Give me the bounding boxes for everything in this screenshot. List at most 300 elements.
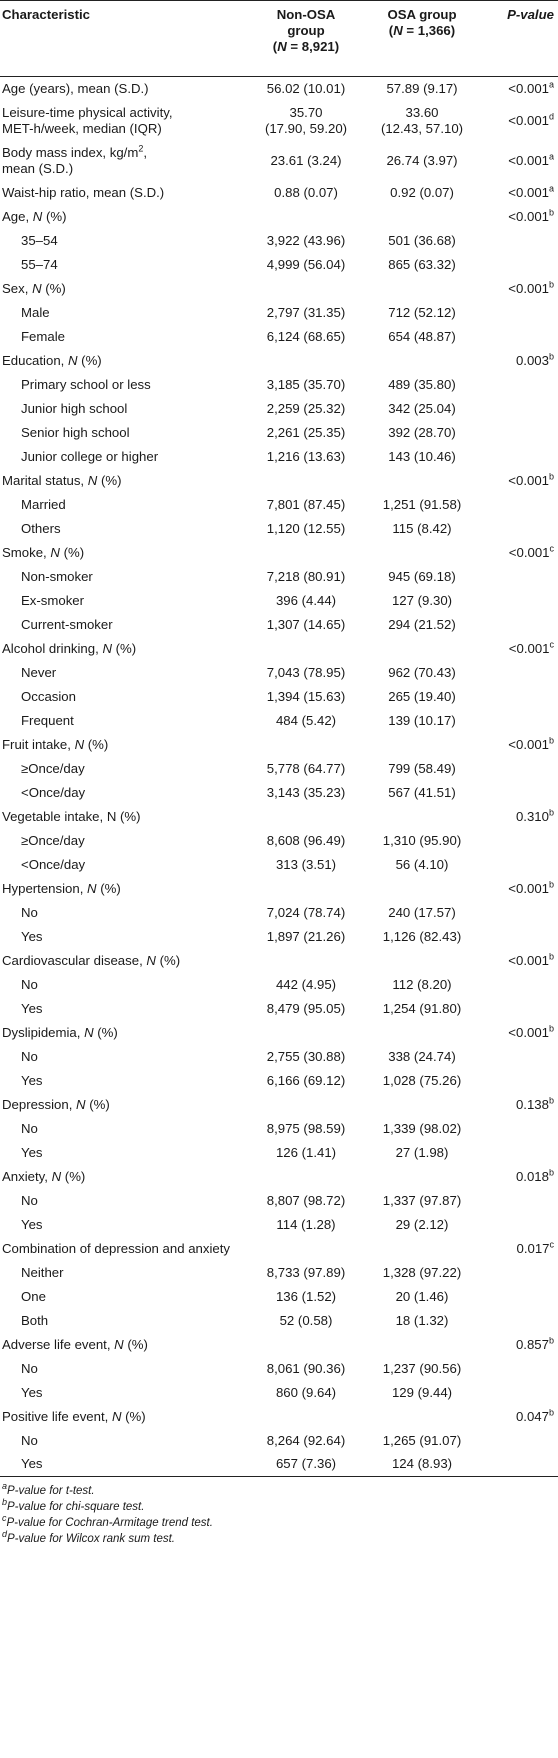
- cell-p-value: [478, 397, 558, 421]
- row-label: Age, N (%): [2, 208, 67, 224]
- cell-p-value: <0.001$^b$: [508, 879, 554, 896]
- table-row: [0, 373, 558, 397]
- table-row: [0, 709, 558, 733]
- row-label: Senior high school: [21, 424, 130, 440]
- cell-p-value: 0.003$^b$: [515, 351, 554, 368]
- row-label: Fruit intake, N (%): [2, 736, 109, 752]
- row-label: Body mass index, $kg/m^2$, mean (S.D.): [2, 143, 148, 176]
- cell-osa: 962 (70.43): [388, 664, 456, 680]
- cell-osa: 342 (25.04): [388, 400, 456, 416]
- table-row: [0, 1117, 558, 1141]
- cell-p-value: [478, 253, 558, 277]
- cell-osa: 127 (9.30): [391, 592, 453, 608]
- cell-osa: 567 (41.51): [388, 784, 456, 800]
- row-label: Sex, N (%): [2, 280, 66, 296]
- header-non-osa: [246, 1, 366, 77]
- row-label: 35–54: [21, 232, 58, 248]
- cell-non-osa: [246, 1021, 366, 1045]
- row-label: Cardiovascular disease, N (%): [2, 952, 181, 968]
- cell-non-osa: 442 (4.95): [275, 976, 337, 992]
- table-row: [0, 685, 558, 709]
- cell-osa: [366, 1093, 478, 1117]
- row-label: Yes: [21, 928, 43, 944]
- footnote: $^a$P-value for t-test.: [2, 1481, 95, 1497]
- cell-osa: 27 (1.98): [395, 1144, 449, 1160]
- cell-osa: [366, 349, 478, 373]
- row-label: Positive life event, N (%): [2, 1408, 146, 1424]
- cell-osa: [366, 469, 478, 493]
- cell-osa: 240 (17.57): [388, 904, 456, 920]
- cell-osa: [366, 1237, 478, 1261]
- cell-p-value: [478, 1141, 558, 1165]
- cell-non-osa: 8,975 (98.59): [266, 1120, 346, 1136]
- cell-non-osa: 23.61 (3.24): [270, 152, 342, 168]
- cell-p-value: [478, 325, 558, 349]
- cell-non-osa: 3,922 (43.96): [266, 232, 346, 248]
- cell-non-osa: 6,124 (68.65): [266, 328, 346, 344]
- cell-non-osa: 2,797 (31.35): [266, 304, 346, 320]
- cell-osa: [366, 877, 478, 901]
- table-row: [0, 1357, 558, 1381]
- row-label: <Once/day: [21, 784, 86, 800]
- row-label: Others: [21, 520, 61, 536]
- cell-non-osa: 313 (3.51): [275, 856, 337, 872]
- table-row: [0, 1141, 558, 1165]
- cell-p-value: <0.001$^a$: [508, 183, 554, 200]
- header-characteristic: Characteristic: [0, 1, 246, 77]
- cell-osa: [366, 1165, 478, 1189]
- cell-p-value: [478, 853, 558, 877]
- cell-p-value: [478, 973, 558, 997]
- row-label: No: [21, 1120, 38, 1136]
- row-label: Anxiety, N (%): [2, 1168, 86, 1184]
- table-row: [0, 445, 558, 469]
- cell-osa: 129 (9.44): [391, 1384, 453, 1400]
- row-label: No: [21, 904, 38, 920]
- cell-osa: 945 (69.18): [388, 568, 456, 584]
- cell-non-osa: 2,755 (30.88): [266, 1048, 346, 1064]
- cell-non-osa: 1,897 (21.26): [266, 928, 346, 944]
- table-row: [0, 1045, 558, 1069]
- cell-non-osa: [246, 1333, 366, 1357]
- table-row: [0, 541, 558, 565]
- cell-osa: 865 (63.32): [388, 256, 456, 272]
- table-row: [0, 1213, 558, 1237]
- table-row: [0, 637, 558, 661]
- table-row: [0, 1333, 558, 1357]
- cell-p-value: 0.047$^b$: [515, 1407, 554, 1424]
- cell-p-value: <0.001$^b$: [508, 951, 554, 968]
- cell-osa: [366, 1405, 478, 1429]
- cell-non-osa: [246, 1165, 366, 1189]
- row-label: ≥Once/day: [21, 760, 85, 776]
- header-osa-n: (N = 1,366): [388, 23, 456, 38]
- cell-p-value: [478, 709, 558, 733]
- cell-p-value: [478, 1189, 558, 1213]
- cell-osa: 338 (24.74): [388, 1048, 456, 1064]
- row-label: Vegetable intake, N (%): [2, 808, 141, 824]
- cell-osa: 392 (28.70): [388, 424, 456, 440]
- table-row: [0, 733, 558, 757]
- row-label: Smoke, N (%): [2, 544, 85, 560]
- row-label: Current-smoker: [21, 616, 113, 632]
- table-row: [0, 181, 558, 205]
- cell-non-osa: 860 (9.64): [275, 1384, 337, 1400]
- cell-p-value: [478, 1309, 558, 1333]
- cell-p-value: [478, 1381, 558, 1405]
- cell-p-value: [478, 445, 558, 469]
- cell-p-value: <0.001$^d$: [508, 111, 554, 128]
- table-body: [0, 77, 558, 1477]
- table-row: [0, 229, 558, 253]
- cell-non-osa: [246, 877, 366, 901]
- cell-osa: [366, 733, 478, 757]
- cell-osa: 1,339 (98.02): [382, 1120, 462, 1136]
- cell-osa: 112 (8.20): [392, 976, 452, 992]
- cell-p-value: [478, 1429, 558, 1453]
- cell-p-value: <0.001$^a$: [508, 79, 554, 96]
- row-label: Married: [21, 496, 66, 512]
- cell-p-value: <0.001$^b$: [508, 1023, 554, 1040]
- cell-p-value: [478, 829, 558, 853]
- table-row: [0, 325, 558, 349]
- cell-p-value: 0.018$^b$: [515, 1167, 554, 1184]
- cell-p-value: [478, 229, 558, 253]
- cell-non-osa: 657 (7.36): [246, 1453, 366, 1477]
- cell-non-osa: 6,166 (69.12): [266, 1072, 346, 1088]
- footnote: $^b$P-value for chi-square test.: [2, 1497, 145, 1513]
- cell-p-value: [478, 661, 558, 685]
- row-label: No: [21, 1192, 38, 1208]
- cell-p-value: [478, 589, 558, 613]
- table-row: [0, 805, 558, 829]
- table-row: [0, 253, 558, 277]
- cell-non-osa: 1,394 (15.63): [266, 688, 346, 704]
- cell-osa: 294 (21.52): [388, 616, 456, 632]
- cell-non-osa: 0.88 (0.07): [274, 184, 338, 200]
- cell-osa: 1,237 (90.56): [382, 1360, 462, 1376]
- table-row: [0, 1189, 558, 1213]
- table-row: [0, 141, 558, 181]
- cell-non-osa: 7,043 (78.95): [266, 664, 346, 680]
- cell-osa: 501 (36.68): [388, 232, 456, 248]
- table-row: [0, 1021, 558, 1045]
- table-row: [0, 1429, 558, 1453]
- cell-p-value: 0.857$^b$: [515, 1335, 554, 1352]
- cell-p-value: [478, 757, 558, 781]
- cell-osa: 26.74 (3.97): [386, 152, 458, 168]
- table-row: [0, 829, 558, 853]
- row-label: <Once/day: [21, 856, 86, 872]
- table-row: [0, 1285, 558, 1309]
- row-label: Combination of depression and anxiety: [2, 1240, 230, 1256]
- row-label: Male: [21, 304, 50, 320]
- cell-non-osa: [246, 541, 366, 565]
- row-label: Occasion: [21, 688, 76, 704]
- cell-non-osa: [246, 349, 366, 373]
- table-row: [0, 757, 558, 781]
- cell-osa: [366, 805, 478, 829]
- cell-osa: 56 (4.10): [395, 856, 449, 872]
- row-label: Adverse life event, N (%): [2, 1336, 148, 1352]
- cell-p-value: [478, 1117, 558, 1141]
- cell-non-osa: 8,061 (90.36): [266, 1360, 346, 1376]
- cell-non-osa: 7,218 (80.91): [266, 568, 346, 584]
- table-row: [0, 1093, 558, 1117]
- cell-p-value: [478, 925, 558, 949]
- cell-osa: 143 (10.46): [388, 448, 456, 464]
- cell-non-osa: [246, 1093, 366, 1117]
- cell-p-value: [478, 421, 558, 445]
- cell-non-osa: 2,259 (25.32): [266, 400, 346, 416]
- row-label: No: [21, 1360, 38, 1376]
- table-row: [0, 1381, 558, 1405]
- cell-non-osa: 1,216 (13.63): [266, 448, 346, 464]
- row-label: Depression, N (%): [2, 1096, 110, 1112]
- header-non-osa-n: (N = 8,921): [272, 39, 340, 54]
- cell-p-value: [478, 1357, 558, 1381]
- cell-osa: 115 (8.42): [392, 520, 452, 536]
- row-label: Junior high school: [21, 400, 128, 416]
- cell-osa: [366, 205, 478, 229]
- cell-p-value: <0.001$^b$: [508, 735, 554, 752]
- cell-p-value: 0.310$^b$: [515, 807, 554, 824]
- table-row: [0, 877, 558, 901]
- cell-p-value: <0.001$^c$: [508, 639, 554, 656]
- cell-osa: 1,328 (97.22): [382, 1264, 462, 1280]
- row-label: Age (years), mean (S.D.): [2, 80, 149, 96]
- cell-osa: 139 (10.17): [388, 712, 456, 728]
- row-label: Yes: [21, 1384, 43, 1400]
- cell-non-osa: 2,261 (25.35): [266, 424, 346, 440]
- cell-non-osa: [246, 205, 366, 229]
- cell-osa: [366, 541, 478, 565]
- cell-osa: 1,265 (91.07): [382, 1432, 462, 1448]
- table-row: [0, 1165, 558, 1189]
- cell-non-osa: 114 (1.28): [276, 1216, 336, 1232]
- cell-non-osa: 7,024 (78.74): [266, 904, 346, 920]
- cell-osa: 1,251 (91.58): [382, 496, 462, 512]
- table-row: [0, 973, 558, 997]
- cell-non-osa: 396 (4.44): [275, 592, 337, 608]
- row-label: Never: [21, 664, 57, 680]
- row-label: Marital status, N (%): [2, 472, 122, 488]
- row-label: Yes: [21, 1144, 43, 1160]
- cell-non-osa: 8,733 (97.89): [266, 1264, 346, 1280]
- table-row: [0, 565, 558, 589]
- cell-p-value: <0.001$^b$: [508, 279, 554, 296]
- row-label: Yes: [0, 1453, 246, 1477]
- cell-osa: [366, 277, 478, 301]
- cell-osa: 1,254 (91.80): [382, 1000, 462, 1016]
- cell-non-osa: [246, 949, 366, 973]
- cell-p-value: <0.001$^b$: [508, 471, 554, 488]
- cell-non-osa: 35.70 (17.90, 59.20): [264, 104, 348, 136]
- cell-p-value: [478, 301, 558, 325]
- table-row: [0, 517, 558, 541]
- cell-p-value: [478, 1213, 558, 1237]
- table-row: [0, 301, 558, 325]
- row-label: One: [21, 1288, 46, 1304]
- table-row: [0, 1261, 558, 1285]
- row-label: Education, N (%): [2, 352, 102, 368]
- table-row: [0, 1405, 558, 1429]
- cell-p-value: [478, 685, 558, 709]
- table-row: [0, 1237, 558, 1261]
- cell-p-value: [478, 565, 558, 589]
- cell-osa: 0.92 (0.07): [390, 184, 454, 200]
- cell-p-value: [478, 901, 558, 925]
- cell-non-osa: 484 (5.42): [275, 712, 337, 728]
- cell-non-osa: [246, 637, 366, 661]
- cell-non-osa: [246, 1405, 366, 1429]
- cell-osa: 265 (19.40): [388, 688, 456, 704]
- cell-non-osa: 4,999 (56.04): [266, 256, 346, 272]
- row-label: No: [21, 1432, 38, 1448]
- cell-osa: 489 (35.80): [388, 376, 456, 392]
- table-row: [0, 949, 558, 973]
- cell-non-osa: 126 (1.41): [275, 1144, 337, 1160]
- table-row: [0, 613, 558, 637]
- cell-osa: 124 (8.93): [366, 1453, 478, 1477]
- table-row: [0, 77, 558, 101]
- row-label: Frequent: [21, 712, 74, 728]
- cell-osa: [366, 637, 478, 661]
- row-label: Neither: [21, 1264, 64, 1280]
- row-label: Waist-hip ratio, mean (S.D.): [2, 184, 165, 200]
- cell-non-osa: 3,185 (35.70): [266, 376, 346, 392]
- cell-osa: 29 (2.12): [395, 1216, 449, 1232]
- row-label: No: [21, 976, 38, 992]
- table-row: [0, 925, 558, 949]
- row-label: Primary school or less: [21, 376, 151, 392]
- row-label: Female: [21, 328, 65, 344]
- cell-osa: 1,310 (95.90): [382, 832, 462, 848]
- cell-non-osa: 136 (1.52): [275, 1288, 337, 1304]
- row-label: Junior college or higher: [21, 448, 159, 464]
- cell-p-value: <0.001$^c$: [508, 543, 554, 560]
- row-label: No: [21, 1048, 38, 1064]
- table-header: [0, 1, 558, 77]
- table-row: [0, 589, 558, 613]
- cell-non-osa: 56.02 (10.01): [266, 80, 346, 96]
- cell-osa: 799 (58.49): [388, 760, 456, 776]
- cell-osa: 1,028 (75.26): [382, 1072, 462, 1088]
- cell-non-osa: 8,608 (96.49): [266, 832, 346, 848]
- cell-p-value: [478, 997, 558, 1021]
- cell-non-osa: [246, 805, 366, 829]
- cell-osa: [366, 949, 478, 973]
- cell-osa: 654 (48.87): [388, 328, 456, 344]
- header-p-value: P-value: [478, 1, 558, 77]
- row-label: ≥Once/day: [21, 832, 85, 848]
- table-row: [0, 661, 558, 685]
- cell-non-osa: 52 (0.58): [279, 1312, 333, 1328]
- row-label: Yes: [21, 1000, 43, 1016]
- footnote: $^c$P-value for Cochran-Armitage trend test.: [2, 1513, 213, 1529]
- table-row: [0, 349, 558, 373]
- cell-p-value: <0.001$^b$: [508, 207, 554, 224]
- cell-non-osa: [246, 733, 366, 757]
- cell-non-osa: 7,801 (87.45): [266, 496, 346, 512]
- cell-p-value: [478, 781, 558, 805]
- cell-osa: 18 (1.32): [395, 1312, 449, 1328]
- cell-p-value: [478, 1045, 558, 1069]
- table-row: [0, 1069, 558, 1093]
- row-label: Leisure-time physical activity, MET-h/week, median (IQR): [2, 104, 173, 136]
- cell-p-value: [478, 373, 558, 397]
- row-label: Ex-smoker: [21, 592, 85, 608]
- cell-non-osa: 3,143 (35.23): [266, 784, 346, 800]
- cell-non-osa: 5,778 (64.77): [266, 760, 346, 776]
- table-row: [0, 493, 558, 517]
- cell-p-value: 0.017$^c$: [516, 1239, 554, 1256]
- row-label: Yes: [21, 1072, 43, 1088]
- cell-p-value: [478, 1285, 558, 1309]
- row-label: Dyslipidemia, N (%): [2, 1024, 118, 1040]
- cell-osa: 712 (52.12): [388, 304, 456, 320]
- table-row: [0, 901, 558, 925]
- table-row: [0, 421, 558, 445]
- cell-osa: 57.89 (9.17): [386, 80, 458, 96]
- table-row: [0, 1309, 558, 1333]
- cell-p-value: [478, 613, 558, 637]
- cell-p-value: [478, 1453, 558, 1477]
- row-label: Both: [21, 1312, 49, 1328]
- row-label: Yes: [21, 1216, 43, 1232]
- footnote: $^d$P-value for Wilcox rank sum test.: [2, 1529, 175, 1545]
- cell-non-osa: 8,264 (92.64): [266, 1432, 346, 1448]
- cell-osa: 33.60 (12.43, 57.10): [380, 104, 464, 136]
- row-label: 55–74: [21, 256, 58, 272]
- table-row: [0, 1453, 558, 1477]
- table-row: [0, 997, 558, 1021]
- table-row: [0, 101, 558, 141]
- cell-non-osa: 8,479 (95.05): [266, 1000, 346, 1016]
- cell-non-osa: [246, 469, 366, 493]
- cell-p-value: [478, 1261, 558, 1285]
- cell-non-osa: [246, 277, 366, 301]
- cell-osa: [366, 1333, 478, 1357]
- header-osa-line1: OSA group: [387, 7, 457, 22]
- header-non-osa-line1: Non-OSA: [276, 7, 336, 22]
- cell-non-osa: [246, 1237, 366, 1261]
- footnotes: [0, 1483, 558, 1547]
- cell-osa: 1,337 (97.87): [382, 1192, 462, 1208]
- table-row: [0, 205, 558, 229]
- cell-p-value: 0.138$^b$: [515, 1095, 554, 1112]
- cell-non-osa: 1,307 (14.65): [266, 616, 346, 632]
- cell-osa: 20 (1.46): [395, 1288, 449, 1304]
- cell-p-value: [478, 517, 558, 541]
- cell-osa: 1,126 (82.43): [382, 928, 462, 944]
- row-label: Non-smoker: [21, 568, 93, 584]
- cell-osa: [366, 1021, 478, 1045]
- cell-p-value: [478, 1069, 558, 1093]
- table-row: [0, 277, 558, 301]
- table-row: [0, 469, 558, 493]
- cell-non-osa: 8,807 (98.72): [266, 1192, 346, 1208]
- header-osa: [366, 1, 478, 77]
- table-row: [0, 781, 558, 805]
- cell-p-value: <0.001$^a$: [508, 151, 554, 168]
- row-label: Alcohol drinking, N (%): [2, 640, 137, 656]
- row-label: Hypertension, N (%): [2, 880, 121, 896]
- cell-non-osa: 1,120 (12.55): [266, 520, 346, 536]
- table-row: [0, 853, 558, 877]
- cell-p-value: [478, 493, 558, 517]
- table-row: [0, 397, 558, 421]
